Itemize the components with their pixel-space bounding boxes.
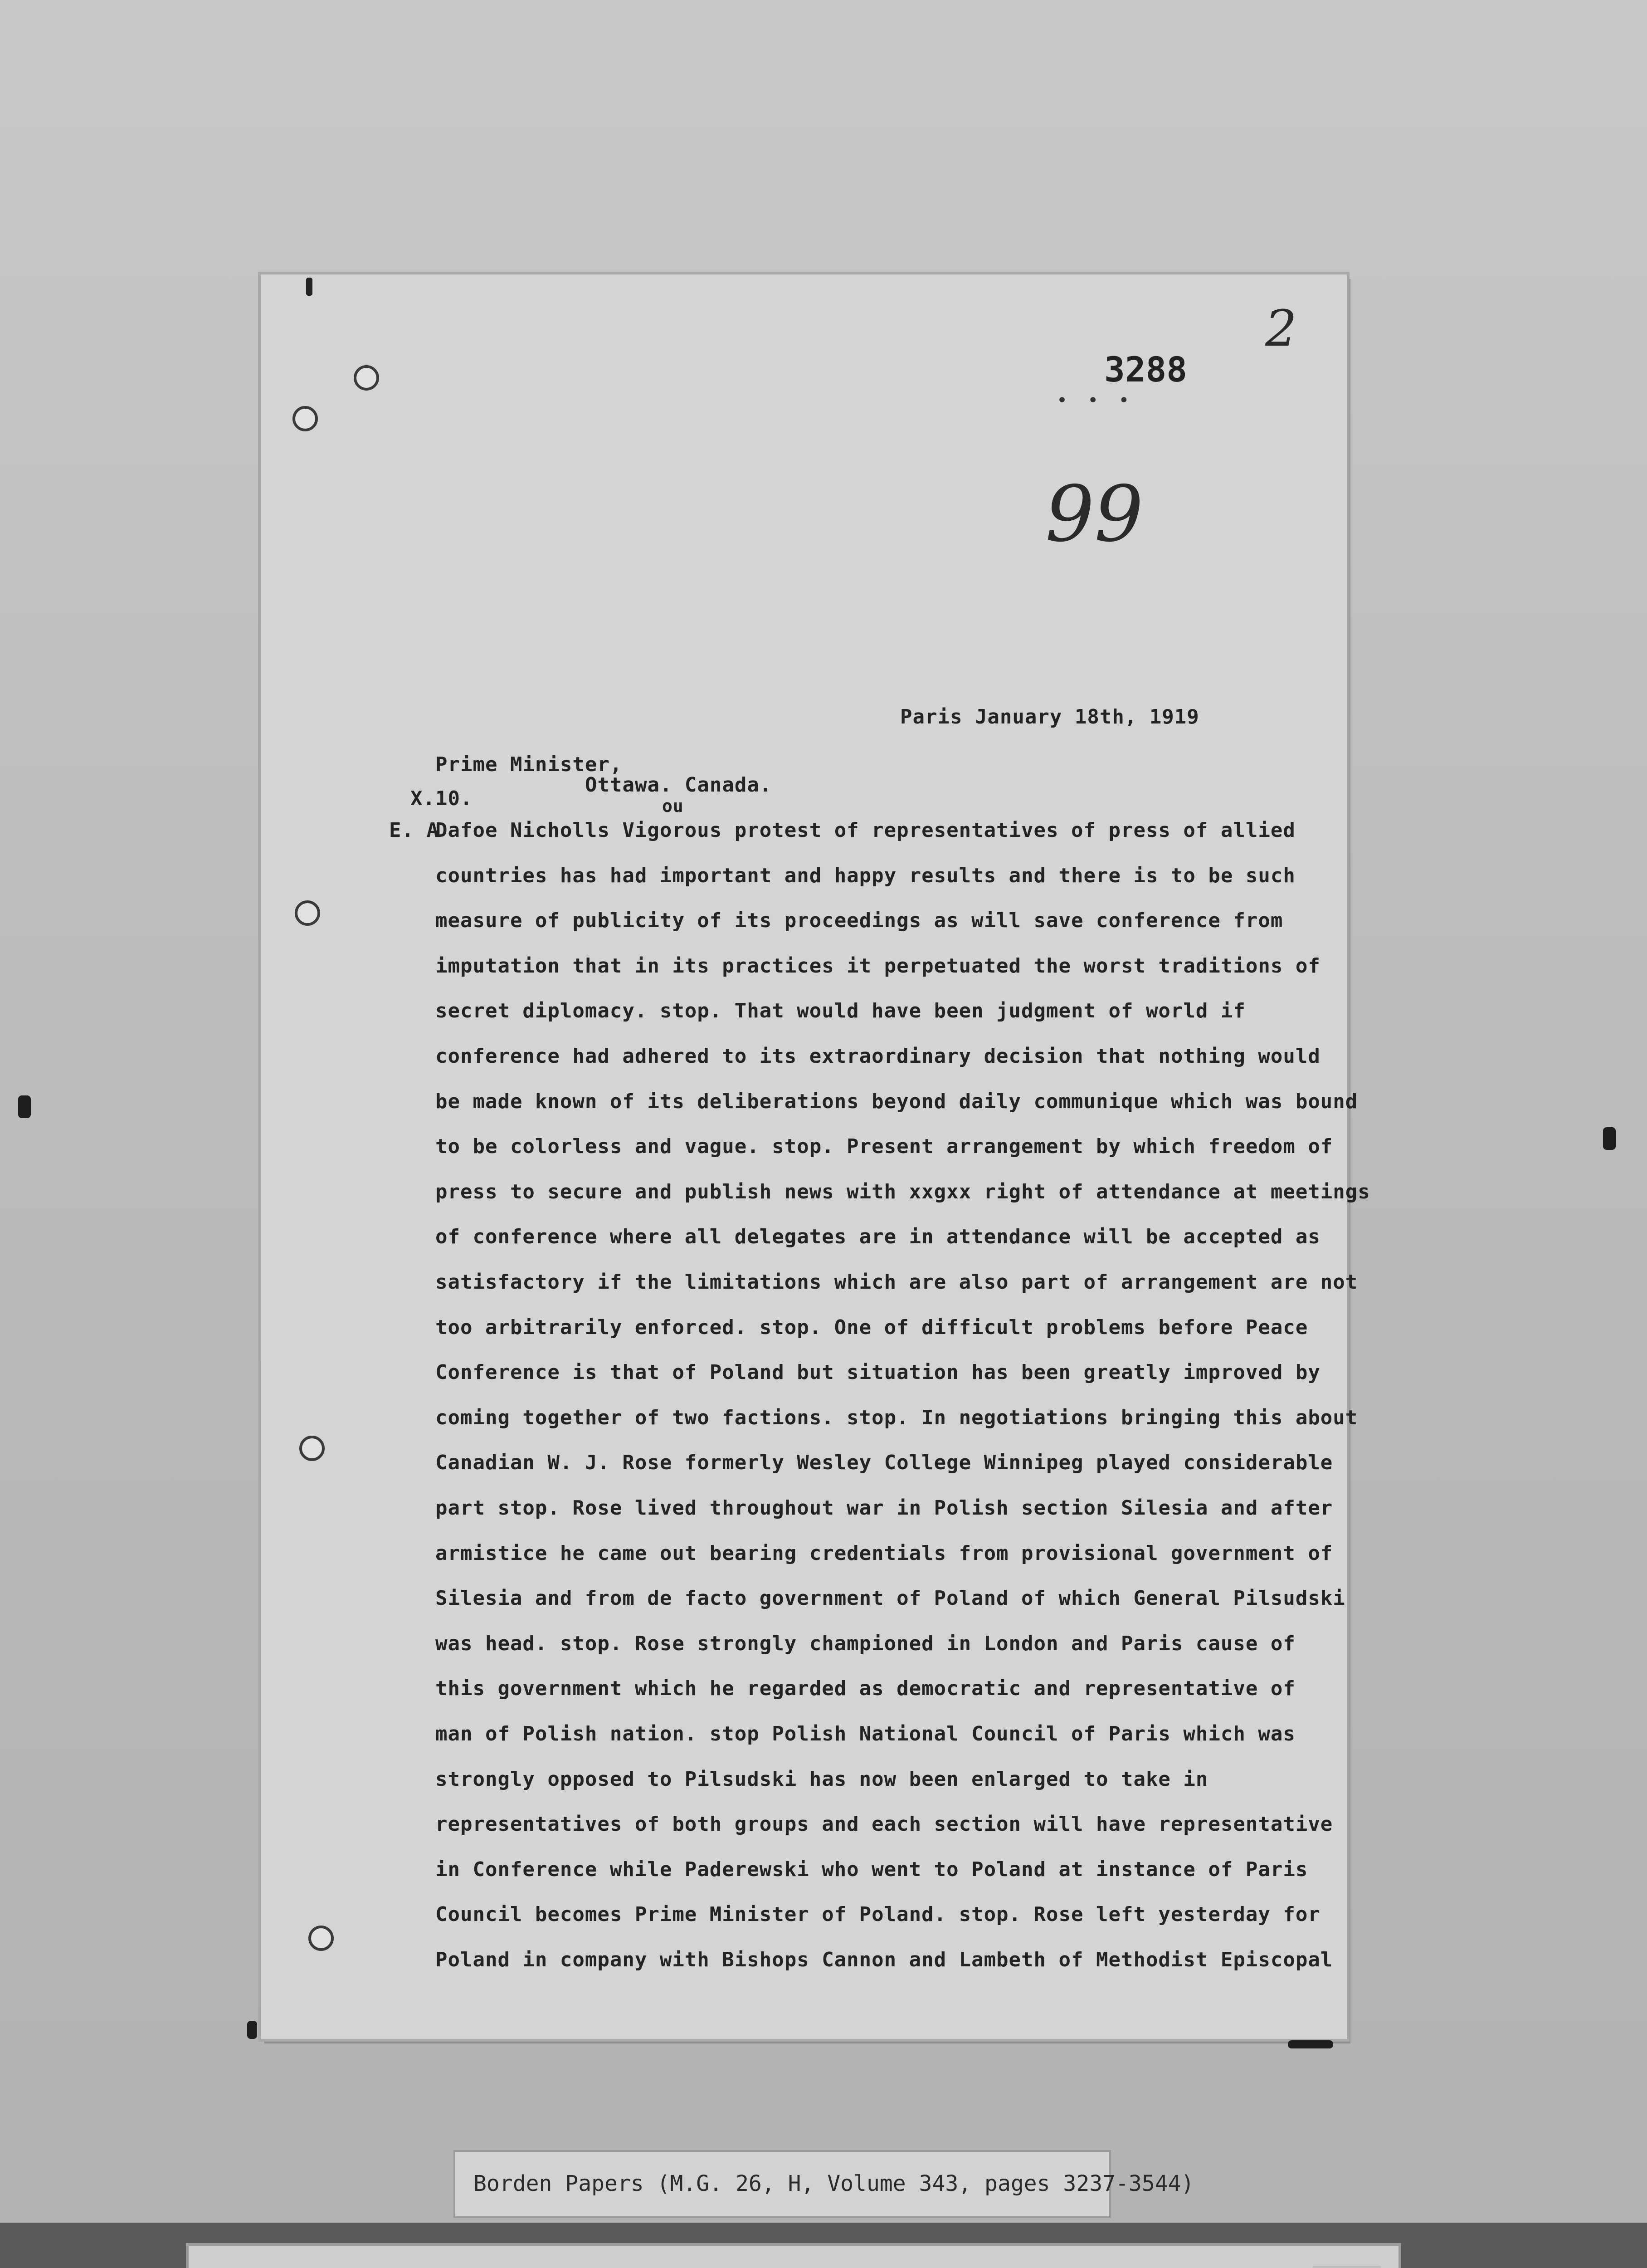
punch-hole [292,406,318,431]
addressee-city: Ottawa. Canada. [585,773,772,797]
letter-line: Poland in company with Bishops Cannon and Lambeth of Methodist Episcopal [435,1948,1333,1971]
letter-line: Canadian W. J. Rose formerly Wesley College Winnipeg played considerable [435,1451,1333,1474]
letter-line: imputation that in its practices it perpetuated the worst traditions of [435,954,1321,978]
letter-line: Conference is that of Poland but situation has been greatly improved by [435,1361,1321,1384]
handwritten-corner-number: 2 [1265,299,1297,357]
letter-line: this government which he regarded as democratic and representative of [435,1677,1296,1700]
letter-line: coming together of two factions. stop. In negotiations bringing this about [435,1406,1358,1429]
punch-hole [308,1926,334,1951]
punch-hole [299,1436,325,1461]
date-line: Paris January 18th, 1919 [900,705,1199,728]
punch-hole [354,365,379,391]
reference-label-text: Borden Papers (M.G. 26, H, Volume 343, pages 3237-3544) [473,2171,1194,2196]
punch-hole [295,900,320,926]
letter-line: be made known of its deliberations beyond daily communique which was bound [435,1090,1358,1113]
letter-line: Silesia and from de facto government of Poland of which General Pilsudski [435,1587,1345,1610]
archives-card [186,2243,1401,2268]
letter-line: strongly opposed to Pilsudski has now been enlarged to take in [435,1768,1208,1791]
edge-mark [247,2021,257,2039]
letter-line: measure of publicity of its proceedings as will save conference from [435,909,1283,932]
letter-line: Council becomes Prime Minister of Poland. stop. Rose left yesterday for [435,1903,1321,1926]
letter-line: Dafoe Nicholls Vigorous protest of representatives of press of allied [435,819,1296,842]
stamp-dots: • • • [1057,390,1134,411]
line-prefix: E. A [389,819,439,842]
letter-line: was head. stop. Rose strongly championed in London and Paris cause of [435,1632,1296,1655]
letter-line: to be colorless and vague. stop. Present arrangement by which freedom of [435,1135,1333,1158]
reference-label [453,2150,1194,2218]
page-tick-mark [306,278,312,296]
letter-line: press to secure and publish news with xxgxx right of attendance at meetings [435,1180,1370,1203]
handwritten-folio-number: 99 [1045,469,1144,559]
addressee: Prime Minister, [435,753,623,776]
letter-line: part stop. Rose lived throughout war in Polish section Silesia and after [435,1496,1333,1520]
reference-code: X.10. [410,787,473,810]
letter-line: countries has had important and happy results and there is to be such [435,864,1296,887]
card-flap [1313,2266,1381,2268]
letter-line: satisfactory if the limitations which are also part of arrangement are not [435,1271,1358,1294]
letter-line: armistice he came out bearing credentials from provisional government of [435,1542,1333,1565]
edge-mark [1603,1127,1616,1150]
edge-mark [1288,2040,1333,2048]
letter-line: of conference where all delegates are in attendance will be accepted as [435,1225,1321,1248]
edge-mark [18,1095,31,1118]
stamp-number: 3288 [1104,349,1188,390]
ou-annotation: ou [662,796,684,816]
letter-line: conference had adhered to its extraordinary decision that nothing would [435,1045,1321,1068]
letter-line: too arbitrarily enforced. stop. One of difficult problems before Peace [435,1316,1308,1339]
letter-line: secret diplomacy. stop. That would have been judgment of world if [435,999,1246,1022]
letter-line: representatives of both groups and each section will have representative [435,1813,1333,1836]
letter-line: in Conference while Paderewski who went to Poland at instance of Paris [435,1858,1308,1881]
letter-line: man of Polish nation. stop Polish National Council of Paris which was [435,1722,1296,1745]
